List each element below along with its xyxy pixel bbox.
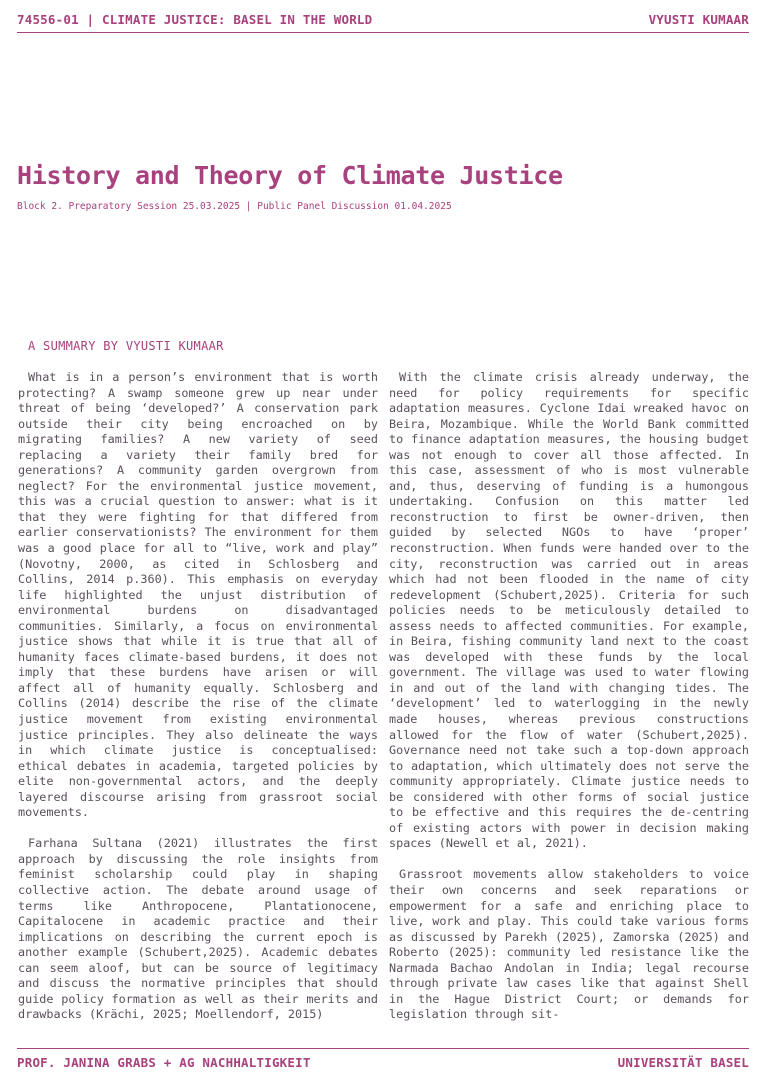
session-info: Block 2. Preparatory Session 25.03.2025 | Public Panel Discussion 01.04.2025 bbox=[17, 201, 452, 212]
page-footer bbox=[17, 1048, 749, 1070]
course-title: 74556-01 | CLIMATE JUSTICE: BASEL IN THE WORLD bbox=[17, 12, 373, 27]
document-title: History and Theory of Climate Justice bbox=[17, 161, 563, 190]
paragraph: Grassroot movements allow stakeholders to voice their own concerns and seek reparations or empowerment for a safe and enriching place to live, work and play. This could take various forms as discussed by Parekh (2025), Zamorska (2025) and Roberto (2025): community led resistance like the Narmada Bachao Andolan in India; legal recourse through private law cases like that against Shell in the Hague District Court; or demands for legislation through sit- bbox=[389, 867, 749, 1022]
page-header bbox=[17, 12, 749, 33]
author-name: VYUSTI KUMAAR bbox=[648, 12, 749, 27]
left-column bbox=[18, 370, 378, 1038]
paragraph: Farhana Sultana (2021) illustrates the first approach by discussing the role insights from feminist scholarship could play in shaping collective action. The debate around usage of terms like Anthropocene, Plantationocene, Capitalocene in academic practice and their implications on describing the current epoch is another example (Schubert,2025). Academic debates can seem aloof, but can be source of legitimacy and discuss the normative principles that should guide policy formation as well as their merits and drawbacks (Krächi, 2025; Moellendorf, 2015) bbox=[18, 836, 378, 1022]
paragraph: What is in a person’s environment that is worth protecting? A swamp someone grew up near under threat of being ‘developed?’ A conservation park outside their city being encroached on by migrating families? A new variety of seed replacing a variety their family bred for generations? A community garden overgrown from neglect? For the environmental justice movement, this was a crucial question to answer: what is it that they were fighting for that differed from earlier conservationists? The environment for them was a good place for all to “live, work and play” (Novotny, 2000, as cited in Schlosberg and Collins, 2014 p.360). This emphasis on everyday life highlighted the unjust distribution of environmental burdens on disadvantaged communities. Similarly, a focus on environmental justice shows that while it is true that all of humanity faces climate-based burdens, it does not imply that these burdens have arisen or will affect all of humanity equally. Schlosberg and Collins (2014) describe the rise of the climate justice movement from existing environmental justice principles. They also delineate the ways in which climate justice is conceptualised: ethical debates in academia, targeted policies by elite non-governmental actors, and the deeply layered discourse arising from grassroot social movements. bbox=[18, 370, 378, 820]
university-name: UNIVERSITÄT BASEL bbox=[617, 1055, 749, 1070]
paragraph: With the climate crisis already underway, the need for policy requirements for specific adaptation measures. Cyclone Idai wreaked havoc on Beira, Mozambique. While the World Bank committed to finance adaptation measures, the housing budget was not enough to cover all those affected. In this case, assessment of who is most vulnerable and, thus, deserving of funding is a humongous undertaking. Confusion on this matter led reconstruction to first be owner-driven, then guided by selected NGOs to have ‘proper’ reconstruction. When funds were handed over to the city, reconstruction was carried out in areas which had not been flooded in the name of city redevelopment (Schubert,2025). Criteria for such policies needs to be meticulously detailed to assess needs to affected communities. For example, in Beira, fishing community land next to the coast was developed with these funds by the local government. The village was used to water flowing in and out of the land with changing tides. The ‘development’ led to waterlogging in the newly made houses, whereas previous constructions allowed for the flow of water (Schubert,2025). Governance need not take such a top-down approach to adaptation, which ultimately does not serve the community appropriately. Climate justice needs to be considered with other forms of social justice to be effective and this requires the de-centring of existing actors with power in decision making spaces (Newell et al, 2021). bbox=[389, 370, 749, 851]
summary-byline: A SUMMARY BY VYUSTI KUMAAR bbox=[28, 339, 224, 353]
right-column bbox=[389, 370, 749, 1038]
professor-credit: PROF. JANINA GRABS + AG NACHHALTIGKEIT bbox=[17, 1055, 311, 1070]
